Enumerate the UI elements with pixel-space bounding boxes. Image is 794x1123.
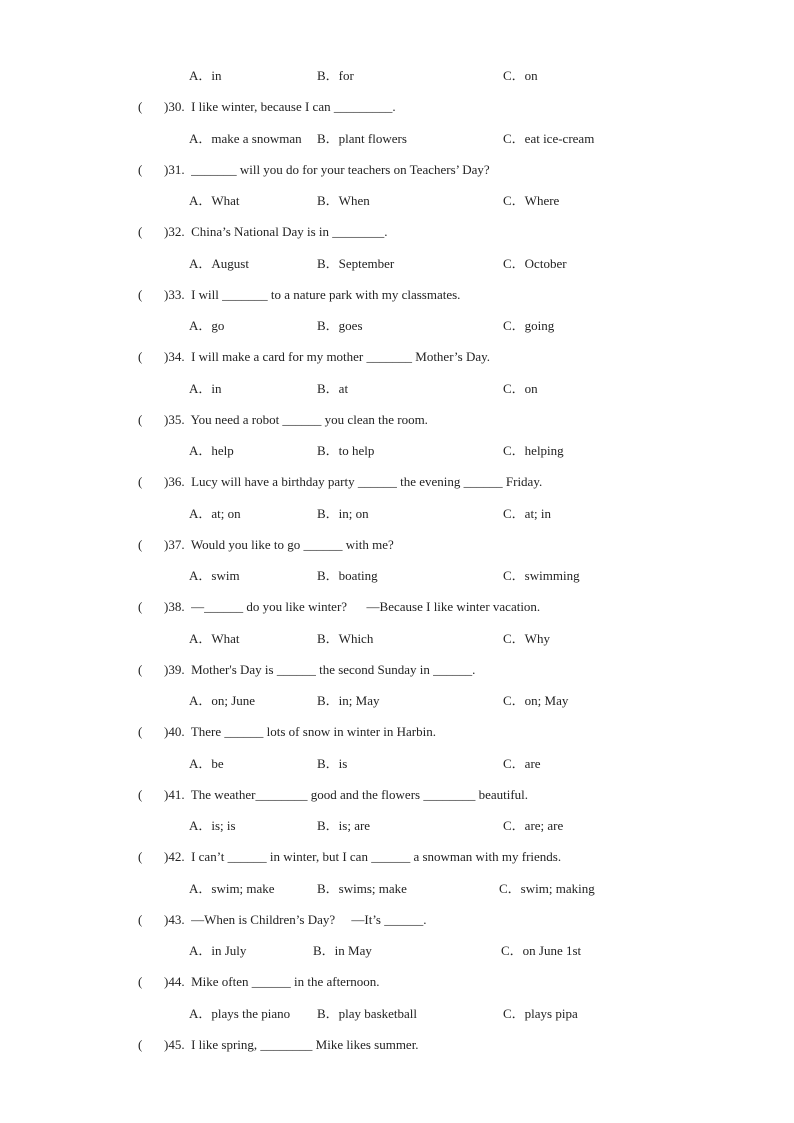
option-b: B．swims; make xyxy=(317,881,407,896)
option-a: A．be xyxy=(189,756,224,771)
answer-blank-paren: ( xyxy=(138,224,143,239)
option-a: A．at; on xyxy=(189,506,241,521)
answer-blank-paren: ( xyxy=(138,1037,143,1052)
question-row xyxy=(0,661,794,679)
option-b: B．is; are xyxy=(317,818,371,833)
answer-blank-paren: ( xyxy=(138,912,143,927)
question-text: )42. I can’t ______ in winter, but I can ______ a snowman with my friends. xyxy=(164,849,562,864)
question-row xyxy=(0,348,794,366)
option-a: A．in xyxy=(189,381,222,396)
options-row xyxy=(0,755,794,773)
option-c: C．on xyxy=(503,68,538,83)
answer-blank-paren: ( xyxy=(138,662,143,677)
question-text: )37. Would you like to go ______ with me? xyxy=(164,537,394,552)
option-b: B．play basketball xyxy=(317,1006,418,1021)
options-row xyxy=(0,130,794,148)
option-b: B．boating xyxy=(317,568,378,583)
question-row xyxy=(0,536,794,554)
option-a: A．August xyxy=(189,256,249,271)
answer-blank-paren: ( xyxy=(138,724,143,739)
option-a: A．go xyxy=(189,318,225,333)
option-c: C．at; in xyxy=(503,506,552,521)
answer-blank-paren: ( xyxy=(138,787,143,802)
option-c: C．swim; making xyxy=(499,881,595,896)
question-row xyxy=(0,473,794,491)
question-text: )43. —When is Children’s Day? —It’s ______. xyxy=(164,912,427,927)
options-row xyxy=(0,505,794,523)
question-text: )32. China’s National Day is in ________. xyxy=(164,224,388,239)
option-c: C．Why xyxy=(503,631,550,646)
answer-blank-paren: ( xyxy=(138,349,143,364)
options-row xyxy=(0,67,794,85)
question-row xyxy=(0,911,794,929)
question-row xyxy=(0,786,794,804)
option-c: C．plays pipa xyxy=(503,1006,578,1021)
option-a: A．in July xyxy=(189,943,247,958)
options-row xyxy=(0,192,794,210)
option-a: A．plays the piano xyxy=(189,1006,291,1021)
option-c: C．swimming xyxy=(503,568,580,583)
option-b: B．When xyxy=(317,193,370,208)
option-b: B．September xyxy=(317,256,395,271)
option-b: B．to help xyxy=(317,443,375,458)
option-c: C．are xyxy=(503,756,541,771)
options-row xyxy=(0,1005,794,1023)
question-row xyxy=(0,411,794,429)
question-text: )30. I like winter, because I can _________. xyxy=(164,99,396,114)
question-row xyxy=(0,98,794,116)
options-row xyxy=(0,817,794,835)
question-row xyxy=(0,223,794,241)
question-text: )36. Lucy will have a birthday party ______ the evening ______ Friday. xyxy=(164,474,543,489)
option-c: C．going xyxy=(503,318,555,333)
question-text: )39. Mother's Day is ______ the second Sunday in ______. xyxy=(164,662,476,677)
option-a: A．is; is xyxy=(189,818,236,833)
option-a: A．What xyxy=(189,631,240,646)
option-c: C．are; are xyxy=(503,818,564,833)
question-text: )35. You need a robot ______ you clean the room. xyxy=(164,412,428,427)
option-b: B．at xyxy=(317,381,349,396)
question-row xyxy=(0,161,794,179)
option-c: C．October xyxy=(503,256,567,271)
answer-blank-paren: ( xyxy=(138,287,143,302)
options-row xyxy=(0,255,794,273)
answer-blank-paren: ( xyxy=(138,474,143,489)
question-text: )38. —______ do you like winter? —Because I like winter vacation. xyxy=(164,599,541,614)
option-b: B．in May xyxy=(313,943,372,958)
option-b: B．plant flowers xyxy=(317,131,407,146)
option-c: C．on June 1st xyxy=(501,943,582,958)
option-a: A．What xyxy=(189,193,240,208)
question-row xyxy=(0,848,794,866)
options-row xyxy=(0,880,794,898)
option-a: A．in xyxy=(189,68,222,83)
option-b: B．in; May xyxy=(317,693,380,708)
option-b: B．in; on xyxy=(317,506,369,521)
question-text: )45. I like spring, ________ Mike likes summer. xyxy=(164,1037,419,1052)
option-c: C．on xyxy=(503,381,538,396)
question-row xyxy=(0,286,794,304)
options-row xyxy=(0,567,794,585)
option-c: C．helping xyxy=(503,443,564,458)
option-a: A．make a snowman xyxy=(189,131,302,146)
options-row xyxy=(0,317,794,335)
answer-blank-paren: ( xyxy=(138,412,143,427)
option-c: C．Where xyxy=(503,193,560,208)
question-text: )34. I will make a card for my mother _______ Mother’s Day. xyxy=(164,349,491,364)
question-row xyxy=(0,973,794,991)
question-row xyxy=(0,723,794,741)
option-a: A．swim xyxy=(189,568,240,583)
option-c: C．eat ice-cream xyxy=(503,131,595,146)
answer-blank-paren: ( xyxy=(138,99,143,114)
option-b: B．goes xyxy=(317,318,363,333)
question-text: )41. The weather________ good and the flowers ________ beautiful. xyxy=(164,787,529,802)
question-text: )44. Mike often ______ in the afternoon. xyxy=(164,974,380,989)
question-row xyxy=(0,598,794,616)
options-row xyxy=(0,942,794,960)
question-text: )31. _______ will you do for your teachers on Teachers’ Day? xyxy=(164,162,490,177)
option-a: A．on; June xyxy=(189,693,256,708)
answer-blank-paren: ( xyxy=(138,537,143,552)
options-row xyxy=(0,380,794,398)
option-a: A．help xyxy=(189,443,234,458)
question-row xyxy=(0,1036,794,1054)
option-c: C．on; May xyxy=(503,693,569,708)
option-a: A．swim; make xyxy=(189,881,275,896)
answer-blank-paren: ( xyxy=(138,849,143,864)
options-row xyxy=(0,692,794,710)
answer-blank-paren: ( xyxy=(138,974,143,989)
options-row xyxy=(0,442,794,460)
question-text: )33. I will _______ to a nature park with my classmates. xyxy=(164,287,461,302)
answer-blank-paren: ( xyxy=(138,162,143,177)
option-b: B．is xyxy=(317,756,348,771)
option-b: B．for xyxy=(317,68,354,83)
question-text: )40. There ______ lots of snow in winter in Harbin. xyxy=(164,724,436,739)
answer-blank-paren: ( xyxy=(138,599,143,614)
options-row xyxy=(0,630,794,648)
option-b: B．Which xyxy=(317,631,374,646)
